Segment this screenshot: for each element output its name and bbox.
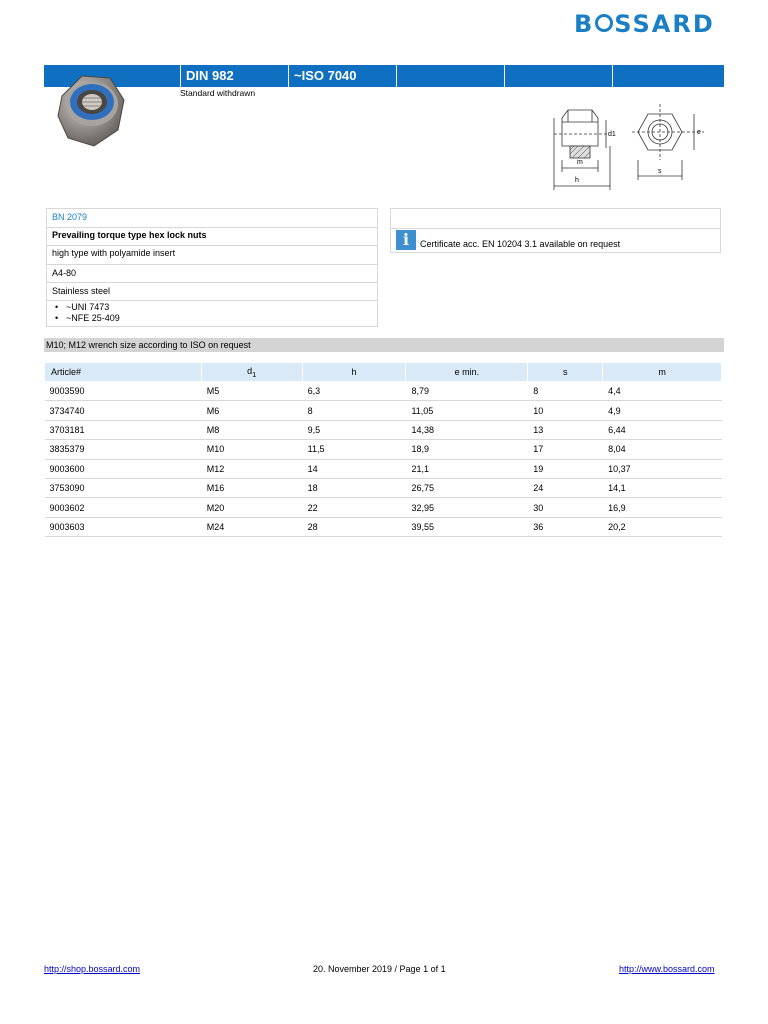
header-cell-din: DIN 982: [180, 65, 288, 87]
product-title: Prevailing torque type hex lock nuts: [47, 228, 377, 246]
cell-d1: M12: [201, 459, 302, 478]
cell-e-min: 39,55: [406, 517, 528, 536]
technical-drawing: [548, 100, 718, 192]
cell-article: 9003590: [45, 382, 202, 401]
logo-o-ring: [595, 14, 613, 32]
cell-m: 20,2: [603, 517, 722, 536]
cell-m: 14,1: [603, 478, 722, 497]
logo-text-rest: SSARD: [614, 10, 715, 38]
box-divider: [391, 228, 720, 229]
footer-shop-link-wrap: [44, 964, 140, 974]
header-cell-4: [504, 65, 612, 87]
header-cell-iso: ~ISO 7040: [288, 65, 396, 87]
bossard-logo: [574, 10, 724, 38]
cell-article: 9003600: [45, 459, 202, 478]
header-cell-5: [612, 65, 724, 87]
col-header-m: m: [603, 363, 722, 382]
product-grade: A4-80: [47, 265, 377, 283]
info-icon: i: [396, 230, 416, 250]
cell-m: 4,9: [603, 401, 722, 420]
standard-subtitle: Standard withdrawn: [180, 88, 256, 98]
certificate-box: [390, 208, 721, 253]
cell-s: 19: [528, 459, 603, 478]
cell-article: 3835379: [45, 440, 202, 459]
dimensions-table: [44, 362, 722, 537]
cell-d1: M8: [201, 420, 302, 439]
footer-www-link-wrap: [619, 964, 715, 974]
product-material: Stainless steel: [47, 283, 377, 301]
cell-s: 13: [528, 420, 603, 439]
cell-h: 11,5: [302, 440, 406, 459]
table-row: [45, 401, 722, 420]
product-type: high type with polyamide insert: [47, 246, 377, 265]
col-header-e-min: e min.: [406, 363, 528, 382]
col-header-d1: [201, 363, 302, 382]
bn-number: BN 2079: [47, 209, 377, 228]
cell-s: 17: [528, 440, 603, 459]
cell-d1: M24: [201, 517, 302, 536]
equivalent-item: • ~UNI 7473: [52, 302, 120, 313]
cell-e-min: 11,05: [406, 401, 528, 420]
col-header-d1-base: d: [247, 365, 253, 376]
cell-m: 6,44: [603, 420, 722, 439]
table-row: [45, 478, 722, 497]
col-header-article: Article#: [45, 363, 202, 382]
cell-h: 9,5: [302, 420, 406, 439]
header-cell-3: [396, 65, 504, 87]
cell-s: 8: [528, 382, 603, 401]
footer-shop-link[interactable]: http://shop.bossard.com: [44, 964, 141, 974]
cell-m: 10,37: [603, 459, 722, 478]
cell-m: 4,4: [603, 382, 722, 401]
table-row: [45, 498, 722, 517]
cell-article: 9003603: [45, 517, 202, 536]
drawing-label-s: s: [658, 168, 662, 175]
cell-s: 36: [528, 517, 603, 536]
cell-e-min: 32,95: [406, 498, 528, 517]
cell-d1: M16: [201, 478, 302, 497]
col-header-d1-sub: 1: [252, 369, 257, 379]
cell-d1: M20: [201, 498, 302, 517]
logo-text-b: B: [574, 10, 595, 38]
drawing-label-d1: d1: [608, 131, 616, 138]
cell-s: 24: [528, 478, 603, 497]
drawing-label-h: h: [575, 177, 579, 184]
footer-www-link[interactable]: http://www.bossard.com: [619, 964, 715, 974]
cell-h: 14: [302, 459, 406, 478]
cell-d1: M6: [201, 401, 302, 420]
cell-s: 30: [528, 498, 603, 517]
equivalents-list: [52, 302, 120, 324]
table-row: [45, 459, 722, 478]
cell-article: 9003602: [45, 498, 202, 517]
cell-e-min: 14,38: [406, 420, 528, 439]
cell-e-min: 26,75: [406, 478, 528, 497]
cell-s: 10: [528, 401, 603, 420]
size-note: M10; M12 wrench size according to ISO on request: [44, 338, 724, 352]
cell-e-min: 18,9: [406, 440, 528, 459]
cell-e-min: 8,79: [406, 382, 528, 401]
equivalent-item: • ~NFE 25-409: [52, 313, 120, 324]
standard-header-bar: [44, 65, 724, 87]
lock-nut-photo: [52, 68, 130, 152]
cell-d1: M10: [201, 440, 302, 459]
cell-h: 6,3: [302, 382, 406, 401]
cell-m: 16,9: [603, 498, 722, 517]
table-row: [45, 420, 722, 439]
col-header-h: h: [302, 363, 406, 382]
table-row: [45, 382, 722, 401]
cell-article: 3703181: [45, 420, 202, 439]
footer-date-page: 20. November 2019 / Page 1 of 1: [313, 964, 446, 974]
cell-article: 3753090: [45, 478, 202, 497]
cell-e-min: 21,1: [406, 459, 528, 478]
cell-article: 3734740: [45, 401, 202, 420]
table-row: [45, 517, 722, 536]
drawing-label-e: e: [697, 129, 701, 136]
cell-m: 8,04: [603, 440, 722, 459]
table-header-row: [45, 363, 722, 382]
cell-d1: M5: [201, 382, 302, 401]
drawing-label-m: m: [577, 159, 583, 166]
cell-h: 18: [302, 478, 406, 497]
cell-h: 28: [302, 517, 406, 536]
certificate-text: Certificate acc. EN 10204 3.1 available on request: [420, 239, 621, 249]
product-info-box: [46, 208, 378, 327]
cell-h: 8: [302, 401, 406, 420]
table-row: [45, 440, 722, 459]
col-header-s: s: [528, 363, 603, 382]
cell-h: 22: [302, 498, 406, 517]
